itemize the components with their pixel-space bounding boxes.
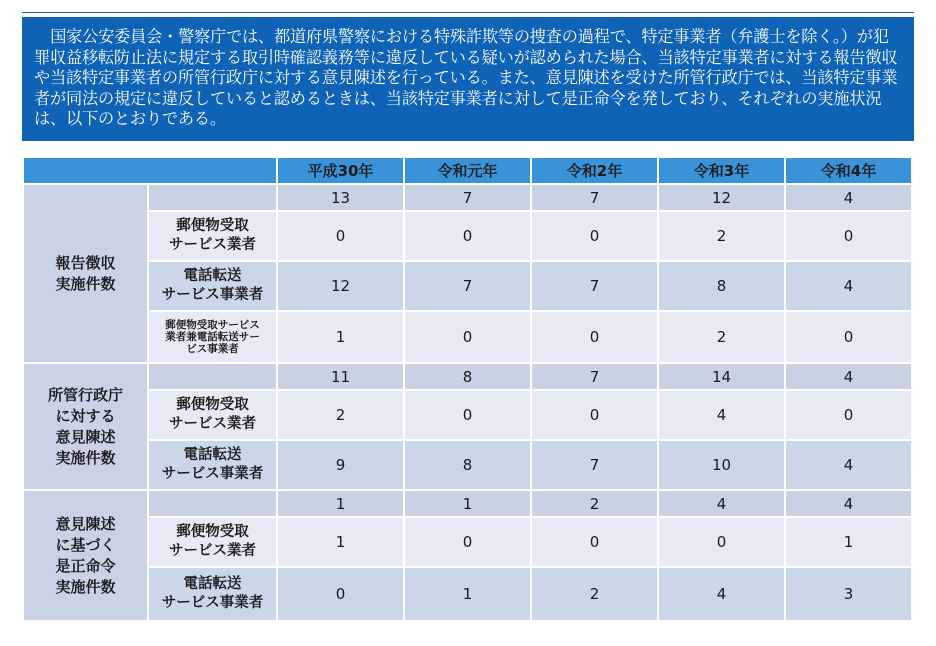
value-cell: 12: [278, 262, 403, 310]
value-cell: 8: [659, 262, 784, 310]
value-cell: 0: [278, 568, 403, 620]
year-header: 令和4年: [786, 158, 911, 183]
value-cell: 0: [532, 312, 657, 362]
value-cell: 0: [405, 212, 530, 260]
table-row: [24, 518, 911, 566]
value-cell: 0: [405, 391, 530, 439]
value-cell: 7: [532, 262, 657, 310]
value-cell: 7: [532, 441, 657, 489]
value-cell: 0: [278, 212, 403, 260]
enforcement-table: [22, 156, 913, 622]
category-label: 意見陳述 に基づく 是正命令 実施件数: [24, 491, 147, 620]
category-label: 報告徴収 実施件数: [24, 185, 147, 362]
total-value-cell: 12: [659, 185, 784, 210]
value-cell: 3: [786, 568, 911, 620]
year-header: 令和2年: [532, 158, 657, 183]
table-row-total: [24, 491, 911, 516]
total-value-cell: 4: [659, 491, 784, 516]
total-value-cell: 1: [405, 491, 530, 516]
row-label: 郵便物受取 サービス業者: [149, 391, 276, 439]
value-cell: 0: [659, 518, 784, 566]
table-row-total: [24, 364, 911, 389]
value-cell: 0: [405, 518, 530, 566]
value-cell: 0: [405, 312, 530, 362]
total-value-cell: 8: [405, 364, 530, 389]
total-value-cell: 4: [786, 185, 911, 210]
value-cell: 1: [278, 312, 403, 362]
header-corner: [24, 158, 276, 183]
value-cell: 2: [659, 212, 784, 260]
row-label: 郵便物受取サービス 業者兼電話転送サー ビス事業者: [149, 312, 276, 362]
table-row: [24, 441, 911, 489]
total-value-cell: 7: [405, 185, 530, 210]
total-value-cell: 11: [278, 364, 403, 389]
row-label: 電話転送 サービス事業者: [149, 568, 276, 620]
top-divider: [22, 12, 914, 13]
category-label: 所管行政庁 に対する 意見陳述 実施件数: [24, 364, 147, 489]
total-row-spacer: [149, 364, 276, 389]
table-body: [24, 185, 911, 620]
value-cell: 0: [786, 312, 911, 362]
value-cell: 4: [659, 568, 784, 620]
table-row: [24, 568, 911, 620]
value-cell: 0: [532, 391, 657, 439]
total-value-cell: 13: [278, 185, 403, 210]
total-value-cell: 4: [786, 364, 911, 389]
total-value-cell: 7: [532, 185, 657, 210]
intro-text: 国家公安委員会・警察庁では、都道府県警察における特殊詐欺等の捜査の過程で、特定事業者（弁護士を除く。）が犯罪収益移転防止法に規定する取引時確認義務等に違反している疑いが認められた場合、当該特定事業者に対する報告徴収や当該特定事業者の所管行政庁に対する意見陳述を行っている。また、意見陳述を受けた所管行政庁では、当該特定事業者が同法の規定に違反していると認めるときは、当該特定事業者に対して是正命令を発しており、それぞれの実施状況は、以下のとおりである。: [34, 27, 898, 129]
table-row: [24, 391, 911, 439]
value-cell: 1: [786, 518, 911, 566]
total-value-cell: 14: [659, 364, 784, 389]
value-cell: 9: [278, 441, 403, 489]
value-cell: 8: [405, 441, 530, 489]
value-cell: 2: [278, 391, 403, 439]
total-value-cell: 1: [278, 491, 403, 516]
value-cell: 0: [532, 518, 657, 566]
total-value-cell: 4: [786, 491, 911, 516]
value-cell: 4: [659, 391, 784, 439]
value-cell: 4: [786, 441, 911, 489]
total-value-cell: 7: [532, 364, 657, 389]
table-row-total: [24, 185, 911, 210]
row-label: 電話転送 サービス事業者: [149, 441, 276, 489]
total-value-cell: 2: [532, 491, 657, 516]
value-cell: 1: [278, 518, 403, 566]
year-header: 平成30年: [278, 158, 403, 183]
value-cell: 10: [659, 441, 784, 489]
value-cell: 0: [786, 212, 911, 260]
value-cell: 7: [405, 262, 530, 310]
value-cell: 1: [405, 568, 530, 620]
table-row: [24, 212, 911, 260]
table-row: [24, 262, 911, 310]
value-cell: 0: [786, 391, 911, 439]
year-header: 令和元年: [405, 158, 530, 183]
header-row: [24, 158, 911, 183]
row-label: 電話転送 サービス事業者: [149, 262, 276, 310]
value-cell: 2: [532, 568, 657, 620]
total-row-spacer: [149, 491, 276, 516]
value-cell: 0: [532, 212, 657, 260]
table-row: [24, 312, 911, 362]
value-cell: 4: [786, 262, 911, 310]
value-cell: 2: [659, 312, 784, 362]
total-row-spacer: [149, 185, 276, 210]
row-label: 郵便物受取 サービス業者: [149, 212, 276, 260]
row-label: 郵便物受取 サービス業者: [149, 518, 276, 566]
year-header: 令和3年: [659, 158, 784, 183]
intro-text-box: [22, 17, 914, 141]
